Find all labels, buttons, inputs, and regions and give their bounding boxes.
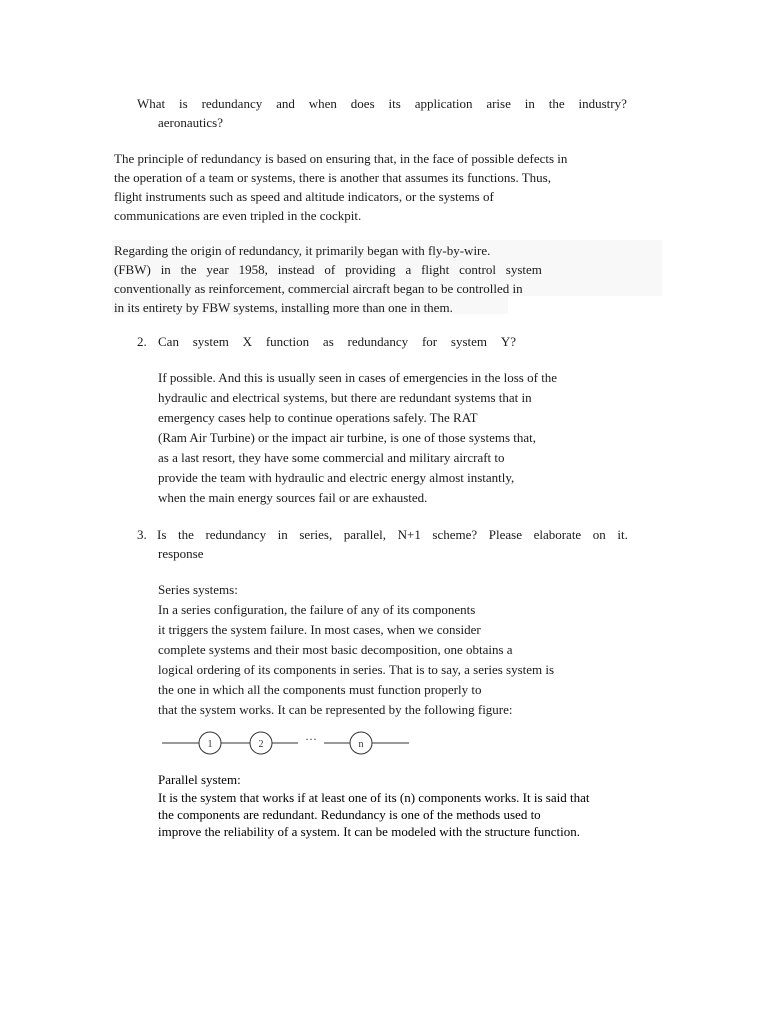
- word: Please: [488, 527, 522, 542]
- word: in: [524, 96, 535, 111]
- series-line: In a series configuration, the failure of any of its components: [158, 602, 476, 617]
- parallel-heading: Parallel system:: [158, 772, 241, 787]
- para1-line: communications are even tripled in the cockpit.: [114, 208, 362, 223]
- word: elaborate: [533, 527, 582, 542]
- parallel-line: It is the system that works if at least one of its (n) components works. It is said that: [158, 790, 590, 805]
- word: series,: [299, 527, 333, 542]
- q2-answer-line: hydraulic and electrical systems, but there are redundant systems that in: [158, 390, 532, 405]
- word: the: [548, 96, 565, 111]
- word: N+1: [397, 527, 421, 542]
- q1-line2: aeronautics?: [158, 115, 223, 130]
- series-line: the one in which all the components must function properly to: [158, 682, 482, 697]
- q2-answer-line: (Ram Air Turbine) or the impact air turbine, is one of those systems that,: [158, 430, 537, 445]
- word: parallel,: [343, 527, 387, 542]
- word: it.: [617, 527, 628, 542]
- word: the: [177, 527, 194, 542]
- q1-line1: [137, 94, 627, 113]
- word: on: [592, 527, 606, 542]
- word: Is: [157, 527, 167, 542]
- q2-answer-line: when the main energy sources fail or are exhausted.: [158, 490, 428, 505]
- diagram-node-1-label: 1: [207, 739, 213, 750]
- word: redundancy: [347, 334, 409, 349]
- series-heading: Series systems:: [158, 582, 238, 597]
- word: control: [459, 262, 496, 277]
- diagram-node-n-label: n: [358, 739, 364, 750]
- q3-line2: response: [158, 546, 204, 561]
- series-line: logical ordering of its components in series. That is to say, a series system is: [158, 662, 555, 677]
- word: scheme?: [432, 527, 478, 542]
- para2-line: conventionally as reinforcement, commercial aircraft began to be controlled in: [114, 281, 523, 296]
- diagram-node-2-label: 2: [258, 739, 264, 750]
- word: X: [242, 334, 253, 349]
- word: instead: [277, 262, 315, 277]
- word: Can: [158, 334, 179, 349]
- word: the: [180, 262, 197, 277]
- para2-line: in its entirety by FBW systems, installing more than one in them.: [114, 300, 453, 315]
- word: does: [350, 96, 375, 111]
- word: redundancy: [201, 96, 263, 111]
- word: for: [421, 334, 438, 349]
- word: redundancy: [205, 527, 267, 542]
- word: is: [179, 96, 188, 111]
- parallel-line: the components are redundant. Redundancy is one of the methods used to: [158, 807, 541, 822]
- parallel-line: improve the reliability of a system. It can be modeled with the structure function.: [158, 824, 581, 839]
- series-system-diagram: [160, 730, 412, 756]
- word: function: [265, 334, 310, 349]
- word: system: [192, 334, 229, 349]
- word: of: [324, 262, 336, 277]
- q2-question: [158, 332, 516, 351]
- word: in: [277, 527, 288, 542]
- word: providing: [345, 262, 396, 277]
- para1-line: flight instruments such as speed and altitude indicators, or the systems of: [114, 189, 494, 204]
- word: and: [276, 96, 295, 111]
- word: arise: [486, 96, 511, 111]
- word: 1958,: [238, 262, 268, 277]
- word: (FBW): [114, 262, 151, 277]
- word: in: [160, 262, 171, 277]
- series-line: it triggers the system failure. In most cases, when we consider: [158, 622, 481, 637]
- series-line: complete systems and their most basic decomposition, one obtains a: [158, 642, 513, 657]
- word: when: [308, 96, 337, 111]
- q3-number: 3.: [137, 527, 147, 542]
- para1-line: the operation of a team or systems, there is another that assumes its functions. Thus,: [114, 170, 551, 185]
- series-line: that the system works. It can be represented by the following figure:: [158, 702, 513, 717]
- para2-line: Regarding the origin of redundancy, it primarily began with fly-by-wire.: [114, 243, 491, 258]
- q2-answer-line: provide the team with hydraulic and electric energy almost instantly,: [158, 470, 515, 485]
- word: a: [405, 262, 412, 277]
- q2-answer-line: emergency cases help to continue operations safely. The RAT: [158, 410, 478, 425]
- word: Y?: [500, 334, 516, 349]
- q3-question: [157, 525, 628, 544]
- word: application: [414, 96, 473, 111]
- word: year: [206, 262, 229, 277]
- para1-line: The principle of redundancy is based on ensuring that, in the face of possible defects in: [114, 151, 568, 166]
- diagram-ellipsis: ···: [305, 732, 317, 746]
- word: its: [388, 96, 401, 111]
- word: as: [322, 334, 334, 349]
- para2-line: [114, 260, 542, 279]
- q2-number: 2.: [137, 334, 147, 349]
- word: flight: [421, 262, 450, 277]
- q2-answer-line: If possible. And this is usually seen in cases of emergencies in the loss of the: [158, 370, 558, 385]
- q2-answer-line: as a last resort, they have some commercial and military aircraft to: [158, 450, 505, 465]
- word: system: [505, 262, 542, 277]
- word: What: [137, 96, 166, 111]
- word: industry?: [578, 96, 627, 111]
- word: system: [450, 334, 488, 349]
